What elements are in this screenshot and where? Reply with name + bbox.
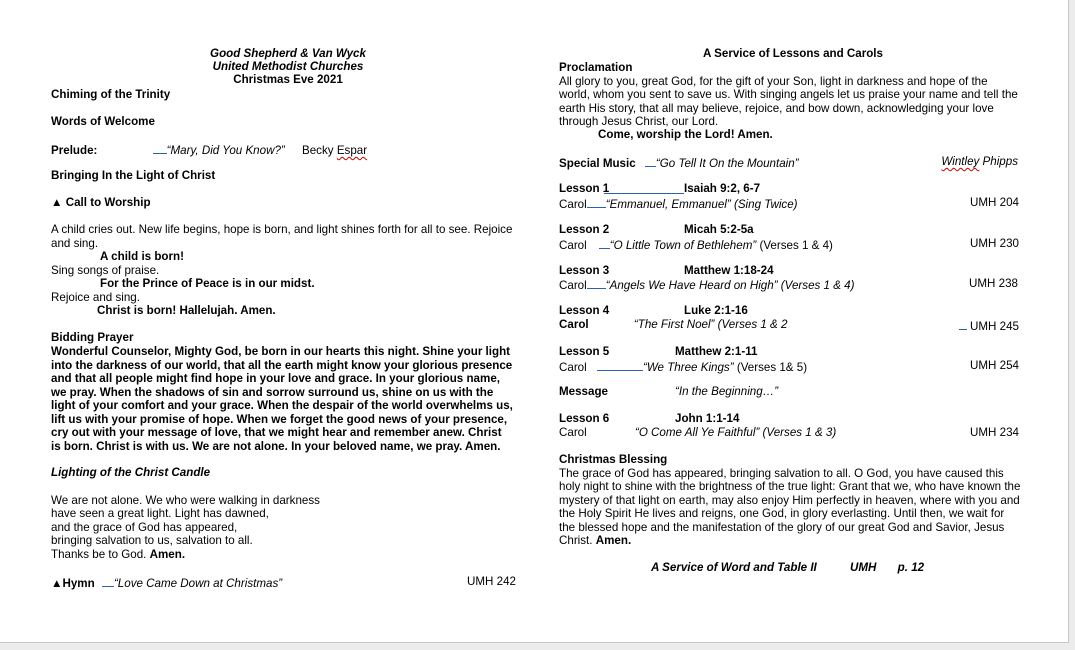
prayer-line: light of your comfort and your grace. When the despair of the world overwhelms us, xyxy=(51,399,513,412)
tab-marker xyxy=(597,359,643,371)
response-line: Christ is born! Hallelujah. Amen. xyxy=(97,304,276,317)
carol-row xyxy=(559,426,1019,439)
performer-first-name: Wintley xyxy=(941,155,980,168)
blessing-last-text: Christ. xyxy=(559,534,593,547)
prayer-line: and that all people might find hope in your love and grace. In your glorious name, xyxy=(51,372,500,385)
lesson-scripture: John 1:1-14 xyxy=(675,412,740,425)
lesson-scripture: Micah 5:2-5a xyxy=(684,223,754,236)
carol-row xyxy=(559,359,1019,374)
blessing-last-line xyxy=(559,534,631,547)
carol-ref: UMH 245 xyxy=(970,320,1019,333)
call-line: Rejoice and sing. xyxy=(51,291,140,304)
lesson-label: Lesson 1 xyxy=(559,182,610,195)
prelude-title: “Mary, Did You Know?” xyxy=(166,144,285,157)
lesson-label: Lesson 3 xyxy=(559,264,610,277)
tab-marker xyxy=(645,155,656,167)
carol-note: (Verses 1 & 2 xyxy=(717,318,788,331)
footer-umh: UMH xyxy=(850,561,877,574)
candle-heading: Lighting of the Christ Candle xyxy=(51,466,211,479)
bringing-light-heading: Bringing In the Light of Christ xyxy=(51,169,216,182)
proclamation-heading: Proclamation xyxy=(559,61,633,74)
candle-line: We are not alone. We who were walking in darkness xyxy=(51,494,320,507)
carol-note: (Verses 1& 5) xyxy=(736,361,808,374)
bidding-prayer-heading: Bidding Prayer xyxy=(51,331,134,344)
triangle-icon: ▲ xyxy=(51,196,63,209)
candle-line: have seen a great light. Light has dawned, xyxy=(51,507,269,520)
thanks-amen: Amen. xyxy=(149,548,186,561)
carol-title: “The First Noel” xyxy=(633,318,715,331)
call-line: Sing songs of praise. xyxy=(51,264,160,277)
welcome-heading: Words of Welcome xyxy=(51,115,155,128)
special-music-row xyxy=(559,155,1018,170)
lesson-label: Lesson 6 xyxy=(559,412,610,425)
carol-label: Carol xyxy=(559,198,587,211)
carol-row xyxy=(559,196,1019,211)
lesson-label: Lesson 4 xyxy=(559,304,610,317)
prelude-row xyxy=(51,142,367,157)
tab-marker xyxy=(599,237,610,249)
carol-note: (Sing Twice) xyxy=(733,198,798,211)
message-title: “In the Beginning…” xyxy=(675,385,779,398)
carol-ref-group xyxy=(959,318,1019,333)
carol-label: Carol xyxy=(559,279,587,292)
chiming-heading: Chiming of the Trinity xyxy=(51,88,171,101)
carol-ref: UMH 234 xyxy=(970,426,1019,439)
blessing-heading: Christmas Blessing xyxy=(559,453,668,466)
hymn-ref: UMH 242 xyxy=(467,575,516,588)
carol-label: Carol xyxy=(559,426,587,439)
thanks-line xyxy=(51,548,185,561)
tab-marker xyxy=(102,575,114,587)
response-line: For the Prince of Peace is in our midst. xyxy=(100,277,315,290)
response-line: A child is born! xyxy=(100,250,184,263)
candle-line: and the grace of God has appeared, xyxy=(51,521,238,534)
proclamation-line: All glory to you, great God, for the gift of your Son, light in darkness and hope of the xyxy=(559,75,988,88)
proclamation-response: Come, worship the Lord! Amen. xyxy=(598,128,773,141)
service-date: Christmas Eve 2021 xyxy=(233,73,343,86)
carol-title: “O Come All Ye Faithful” xyxy=(634,426,760,439)
prelude-performer-last: Espar xyxy=(336,144,368,157)
carol-label: Carol xyxy=(559,239,587,252)
carol-ref: UMH 204 xyxy=(970,196,1019,209)
prayer-line: is born. Christ is with us. We are not alone. In your beloved name, we pray. Amen. xyxy=(51,439,501,453)
performer-last-name: Phipps xyxy=(982,155,1018,168)
blessing-line: mystery of that light on earth, may also enjoy Him perfectly in heaven, where with you and xyxy=(559,494,1020,507)
blessing-line: holy night to shine with the brightness of the true light: Grant that we, who have known the xyxy=(559,480,1021,493)
special-music-label: Special Music xyxy=(559,157,636,170)
service-title: A Service of Lessons and Carols xyxy=(703,47,883,60)
prelude-label: Prelude: xyxy=(51,144,98,157)
footer-page: p. 12 xyxy=(897,561,925,574)
blessing-line: The grace of God has appeared, bringing salvation to all. O God, you have caused this xyxy=(559,467,1004,480)
tab-marker xyxy=(153,142,167,154)
prayer-line: lift us with your promise of hope. When we forget the good news of your presence, xyxy=(51,412,508,426)
lesson-scripture: Luke 2:1-16 xyxy=(684,304,748,317)
call-line: A child cries out. New life begins, hope is born, and light shines forth for all to see. Rejoice xyxy=(51,223,513,236)
blessing-line: the Holy Spirit He lives and reigns, one God, in glory everlasting. Until then, we wait for xyxy=(559,507,1005,520)
footer-service: A Service of Word and Table II xyxy=(651,561,817,574)
candle-line: bringing salvation to us, salvation to all. xyxy=(51,534,253,547)
blessing-line: the blessed hope and the manifestation of the glory of our great God and Savior, Jesus xyxy=(559,521,1005,534)
proclamation-line: through Jesus Christ, our Lord. xyxy=(559,115,719,128)
proclamation-line: world, whom you sent to save us. With singing angels let us praise your name and tell the xyxy=(559,88,1018,101)
footer-row xyxy=(651,561,924,574)
carol-row xyxy=(559,277,1018,292)
blessing-amen: Amen. xyxy=(595,534,632,547)
carol-title: “We Three Kings” xyxy=(642,361,734,374)
carol-title: “Emmanuel, Emmanuel” xyxy=(605,198,731,211)
carol-row xyxy=(559,318,1019,331)
message-label: Message xyxy=(559,385,608,398)
carol-row xyxy=(559,237,1019,252)
carol-ref: UMH 230 xyxy=(970,237,1019,250)
tab-marker xyxy=(587,196,606,208)
carol-label: Carol xyxy=(559,318,589,331)
church-name: Good Shepherd & Van Wyck xyxy=(210,47,366,60)
call-to-worship-label: Call to Worship xyxy=(65,196,151,209)
prayer-line: we pray. When the shadows of sin and sorrow surround us, shine on us with the xyxy=(51,385,494,399)
lesson-scripture: Matthew 1:18-24 xyxy=(684,264,774,277)
lesson-label: Lesson 5 xyxy=(559,345,610,358)
lesson-scripture: Matthew 2:1-11 xyxy=(675,345,758,358)
lesson-scripture: Isaiah 9:2, 6-7 xyxy=(684,182,761,195)
thanks-text: Thanks be to God. xyxy=(51,548,147,561)
tab-marker xyxy=(959,318,967,330)
hymn-label: Hymn xyxy=(62,577,95,590)
prayer-line: into the darkness of our world, that all the earth might know your glorious presence xyxy=(51,358,513,372)
carol-note: (Verses 1 & 4) xyxy=(759,239,833,252)
carol-title: “O Little Town of Bethlehem” xyxy=(609,239,757,252)
call-line: and sing. xyxy=(51,237,99,250)
triangle-icon: ▲ xyxy=(51,577,63,590)
prayer-line: cry out with your message of love, that we might hear and remember anew. Christ xyxy=(51,426,502,439)
call-to-worship-heading xyxy=(51,196,151,209)
proclamation-line: earth His story, that all may believe, rejoice, and bow down, acknowledging your love xyxy=(559,102,994,115)
carol-ref: UMH 238 xyxy=(969,277,1018,290)
special-music-title: “Go Tell It On the Mountain” xyxy=(655,157,799,170)
carol-label: Carol xyxy=(559,361,587,374)
prayer-line: Wonderful Counselor, Mighty God, be born in our hearts this night. Shine your light xyxy=(51,345,511,358)
lesson-label: Lesson 2 xyxy=(559,223,610,236)
hymn-title: “Love Came Down at Christmas” xyxy=(113,577,283,590)
carol-ref: UMH 254 xyxy=(970,359,1019,372)
church-subtitle: United Methodist Churches xyxy=(212,60,364,73)
carol-title: “Angels We Have Heard on High” xyxy=(605,279,778,292)
carol-note: (Verses 1 & 4) xyxy=(780,279,855,292)
tab-marker xyxy=(587,277,606,289)
hymn-row xyxy=(51,575,516,590)
special-music-performer xyxy=(941,155,1018,168)
prelude-performer-first: Becky xyxy=(302,144,334,157)
carol-note: (Verses 1 & 3) xyxy=(762,426,837,439)
